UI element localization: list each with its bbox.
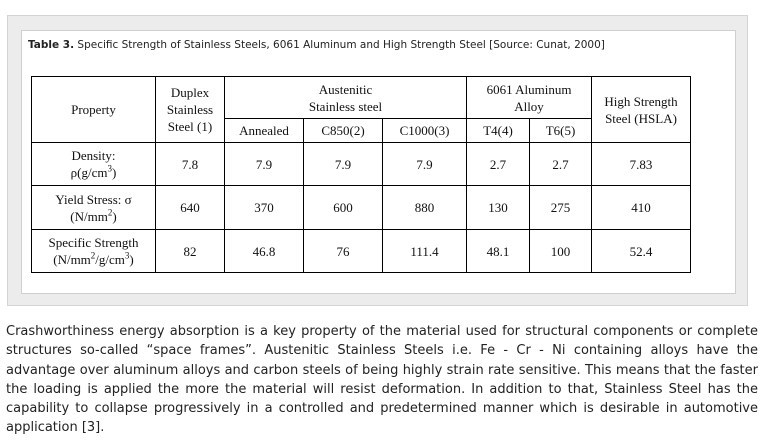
- cell: 410: [592, 186, 691, 230]
- row-label: Specific Strength $(N/mm^2/g/cm^3)$: [32, 230, 156, 273]
- cell: 82: [156, 230, 225, 273]
- cell: 7.9: [304, 143, 383, 186]
- cell: 100: [530, 230, 592, 273]
- subheader-t6: T6(5): [530, 119, 592, 143]
- table-caption: [28, 39, 728, 51]
- row-label: Density: $\rho(g/cm^3)$: [32, 143, 156, 186]
- header-duplex: Duplex Stainless Steel (1): [156, 77, 225, 143]
- cell: 130: [467, 186, 530, 230]
- cell: 640: [156, 186, 225, 230]
- header-austenitic: Austenitic Stainless steel: [225, 77, 467, 119]
- row-label: Yield Stress: σ $(N/mm^2)$: [32, 186, 156, 230]
- header-aluminum: 6061 Aluminum Alloy: [467, 77, 592, 119]
- subheader-t4: T4(4): [467, 119, 530, 143]
- cell: 76: [304, 230, 383, 273]
- cell: 275: [530, 186, 592, 230]
- cell: 370: [225, 186, 304, 230]
- caption-label: Table 3.: [28, 39, 75, 51]
- header-property: Property: [32, 77, 156, 143]
- cell: 111.4: [383, 230, 467, 273]
- cell: 46.8: [225, 230, 304, 273]
- cell: 7.83: [592, 143, 691, 186]
- subheader-c1000: C1000(3): [383, 119, 467, 143]
- table-figure: [21, 30, 736, 294]
- specific-strength-table: [31, 76, 691, 273]
- cell: 7.9: [225, 143, 304, 186]
- table-row: [32, 143, 691, 186]
- table-figure-frame: [7, 15, 748, 306]
- caption-text: Specific Strength of Stainless Steels, 6061 Aluminum and High Strength Steel [Source: Cunat, 2000]: [74, 39, 605, 51]
- header-hsla: High Strength Steel (HSLA): [592, 77, 691, 143]
- subheader-annealed: Annealed: [225, 119, 304, 143]
- cell: 7.9: [383, 143, 467, 186]
- table-row: [32, 230, 691, 273]
- cell: 600: [304, 186, 383, 230]
- cell: 52.4: [592, 230, 691, 273]
- body-paragraph: Crashworthiness energy absorption is a key property of the material used for structural components or complete structures so-called “space frames”. Austenitic Stainless Steels i.e. Fe - Cr - Ni containing alloys have the advantage over aluminum alloys and carbon steels of being highly strain rate sensitive. This means that the faster the loading is applied the more the material will resist deformation. In addition to that, Stainless Steel has the capability to collapse progressively in a controlled and predetermined manner which is desirable in automotive application [3].: [6, 324, 758, 436]
- table-row: [32, 186, 691, 230]
- cell: 880: [383, 186, 467, 230]
- cell: 48.1: [467, 230, 530, 273]
- cell: 7.8: [156, 143, 225, 186]
- subheader-c850: C850(2): [304, 119, 383, 143]
- cell: 2.7: [467, 143, 530, 186]
- cell: 2.7: [530, 143, 592, 186]
